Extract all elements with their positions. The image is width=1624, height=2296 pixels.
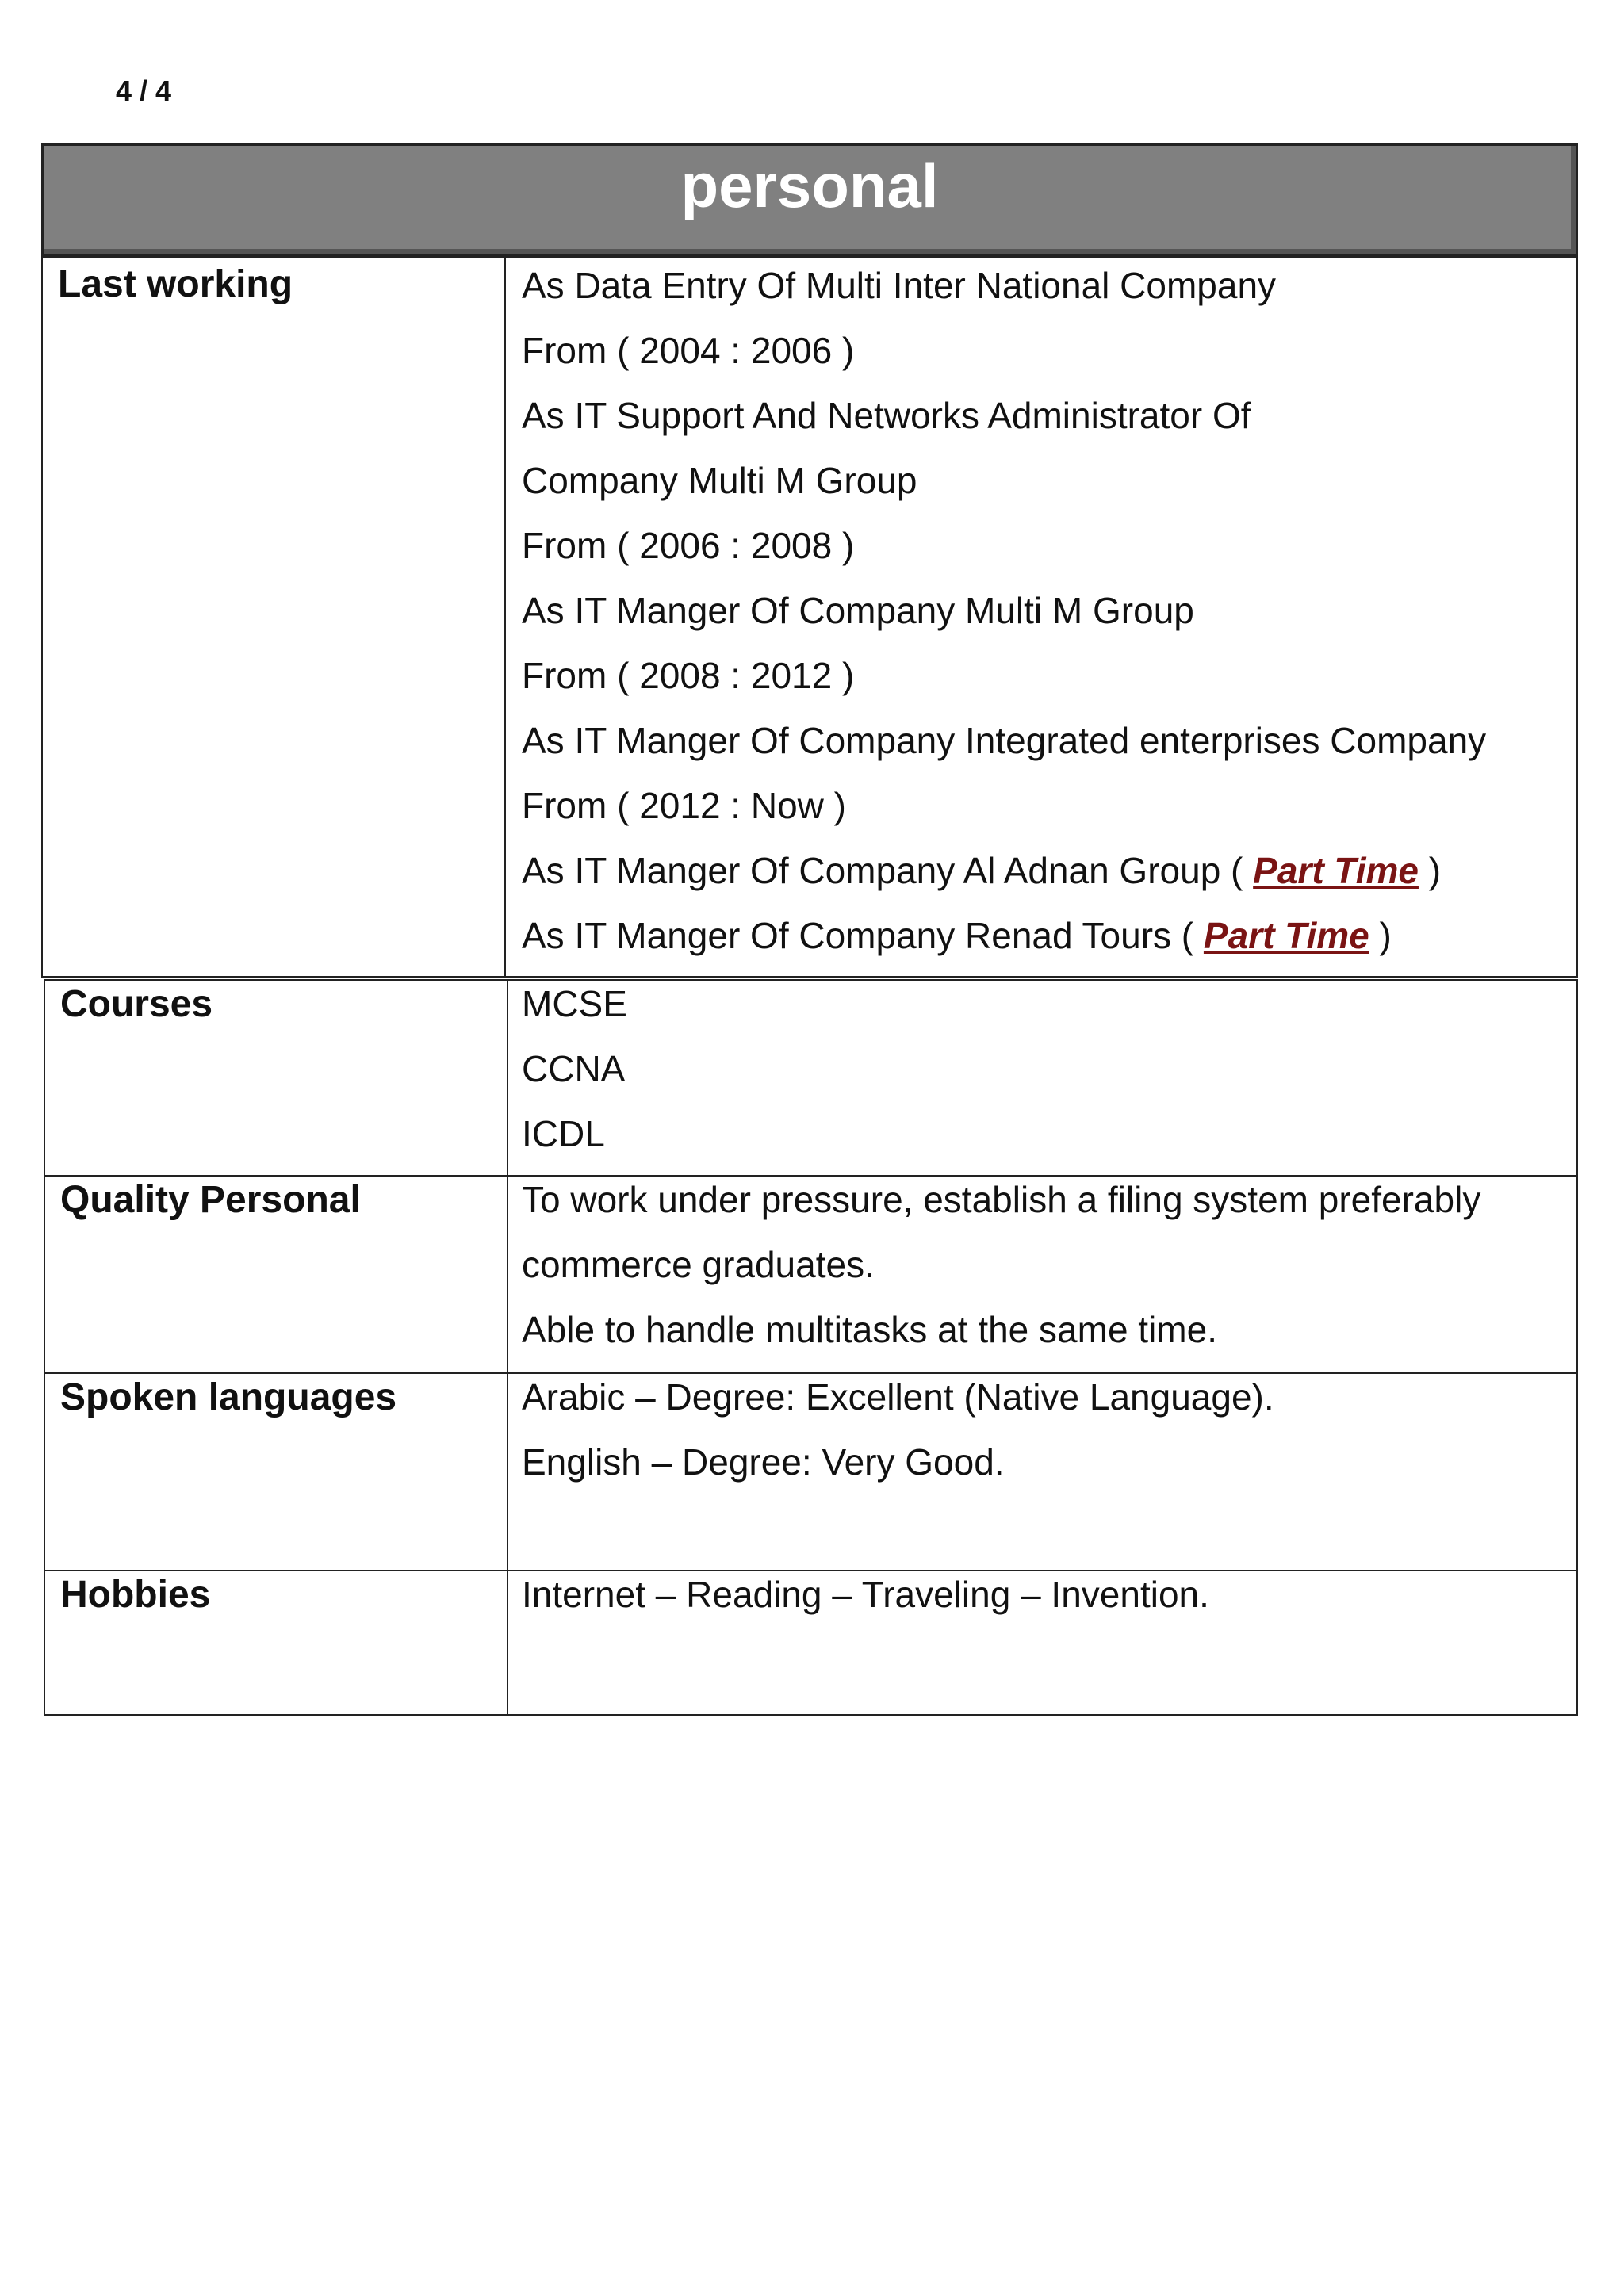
course-item: MCSE [522, 983, 627, 1024]
column-divider [507, 1571, 508, 1714]
spoken-languages-list [522, 1374, 1274, 1504]
entry-line: As IT Support And Networks Administrator Of [522, 395, 1251, 436]
course-item: CCNA [522, 1048, 626, 1089]
column-divider [507, 1177, 508, 1372]
page-number: 4 / 4 [116, 75, 172, 107]
quality-item: Able to handle multitasks at the same time. [522, 1309, 1217, 1350]
courses-list [522, 981, 627, 1176]
entry-line: As Data Entry Of Multi Inter National Company [522, 265, 1277, 306]
hobby-item: Internet – Reading – Traveling – Invention. [522, 1574, 1209, 1615]
quality-personal-list [522, 1177, 1480, 1372]
entry-text: ) [1369, 915, 1392, 956]
entry-line: From ( 2008 : 2012 ) [522, 655, 855, 696]
entry-text: As IT Manger Of Company Al Adnan Group ( [522, 850, 1254, 891]
last-working-section [41, 256, 1578, 978]
quality-personal-label: Quality Personal [60, 1179, 361, 1221]
entry-line: As IT Manger Of Company Integrated enterprises Company [522, 720, 1487, 761]
quality-item: commerce graduates. [522, 1244, 875, 1285]
spoken-languages-section [44, 1372, 1578, 1571]
section-header: personal [41, 144, 1578, 256]
language-item: English – Degree: Very Good. [522, 1441, 1005, 1483]
entry-text: ) [1418, 850, 1442, 891]
entry-line: From ( 2012 : Now ) [522, 785, 846, 826]
hobbies-list [522, 1571, 1209, 1636]
column-divider [507, 981, 508, 1175]
language-item: Arabic – Degree: Excellent (Native Language). [522, 1376, 1274, 1418]
entry-text: As IT Manger Of Company Renad Tours ( [522, 915, 1204, 956]
hobbies-label: Hobbies [60, 1574, 211, 1616]
quality-item: To work under pressure, establish a filing system preferably [522, 1179, 1481, 1220]
part-time-label: Part Time [1203, 915, 1369, 956]
part-time-label: Part Time [1253, 850, 1419, 891]
last-working-label: Last working [58, 263, 293, 305]
entry-line-part-time [522, 913, 1486, 978]
entry-line: From ( 2006 : 2008 ) [522, 525, 855, 566]
column-divider [507, 1374, 508, 1570]
last-working-entries [522, 262, 1486, 978]
entry-line: Company Multi M Group [522, 460, 917, 501]
column-divider [504, 258, 506, 976]
courses-label: Courses [60, 983, 213, 1025]
courses-section [44, 979, 1578, 1177]
quality-personal-section [44, 1175, 1578, 1374]
entry-line-part-time [522, 848, 1486, 913]
hobbies-section [44, 1570, 1578, 1716]
entry-line: From ( 2004 : 2006 ) [522, 330, 855, 371]
entry-line: As IT Manger Of Company Multi M Group [522, 590, 1194, 631]
course-item: ICDL [522, 1113, 605, 1154]
spoken-languages-label: Spoken languages [60, 1376, 397, 1418]
